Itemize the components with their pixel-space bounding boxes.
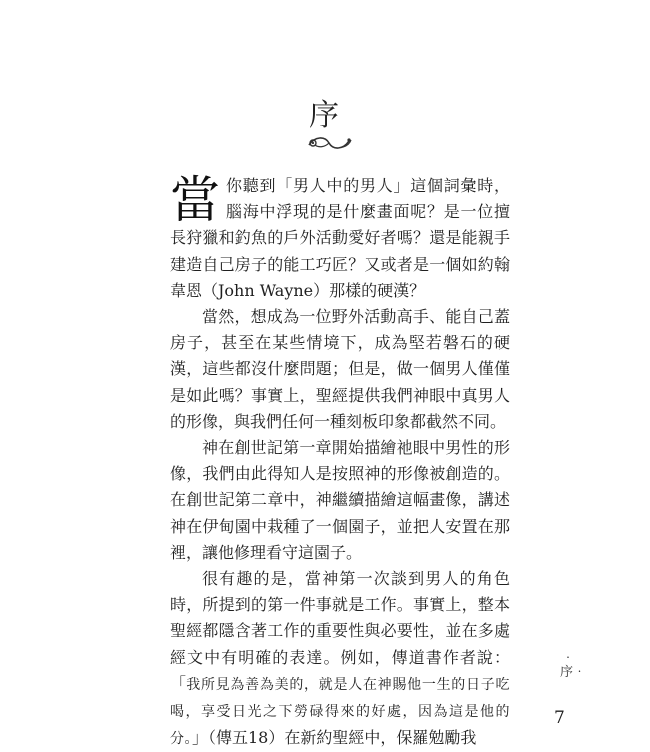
section-side-label: ‧序‧ — [560, 651, 587, 680]
page-title: 序 — [309, 98, 341, 133]
paragraph-2: 當然，想成為一位野外活動高手、能自己蓋房子，甚至在某些情境下，成為堅若磐石的硬漢，這些都沒什麼問題；但是，做一個男人僅僅是如此嗎？事實上，聖經提供我們神眼中真男人的形像，與我們任何一種刻板印象都截然不同。 — [170, 307, 510, 431]
drop-cap: 當 — [170, 171, 220, 229]
paragraph-4-tail: 」（傳五18）在新約聖經中，保羅勉勵我 — [192, 728, 477, 748]
paragraph-4 — [170, 566, 510, 752]
paragraph-1 — [170, 173, 510, 304]
scripture-quote: 我所見為善為美的，就是人在神賜他一生的日子吃喝，享受日光之下勞碌得來的好處，因為這是他的分。 — [170, 676, 510, 748]
paragraph-1-text: 你聽到「男人中的男人」這個詞彙時，腦海中浮現的是什麼畫面呢？是一位擅長狩獵和釣魚的戶外活動愛好者嗎？還是能親手建造自己房子的能工巧匠？又或者是一個如約翰韋恩（John Wayne）那樣的硬漢？ — [170, 176, 510, 300]
body-text — [170, 173, 510, 752]
paragraph-3: 神在創世記第一章開始描繪祂眼中男性的形像，我們由此得知人是按照神的形像被創造的。在創世記第二章中，神繼續描繪這幅畫像，講述神在伊甸園中栽種了一個園子，並把人安置在那裡，讓他修理看守這園子。 — [170, 438, 510, 562]
flourish-ornament-icon — [305, 134, 353, 152]
paragraph-4-text: 很有趣的是，當神第一次談到男人的角色時，所提到的第一件事就是工作。事實上，整本聖經都隱含著工作的重要性與必要性，並在多處經文中有明確的表達。例如，傳道書作者說：「 — [170, 569, 510, 693]
page-number: 7 — [554, 708, 565, 728]
